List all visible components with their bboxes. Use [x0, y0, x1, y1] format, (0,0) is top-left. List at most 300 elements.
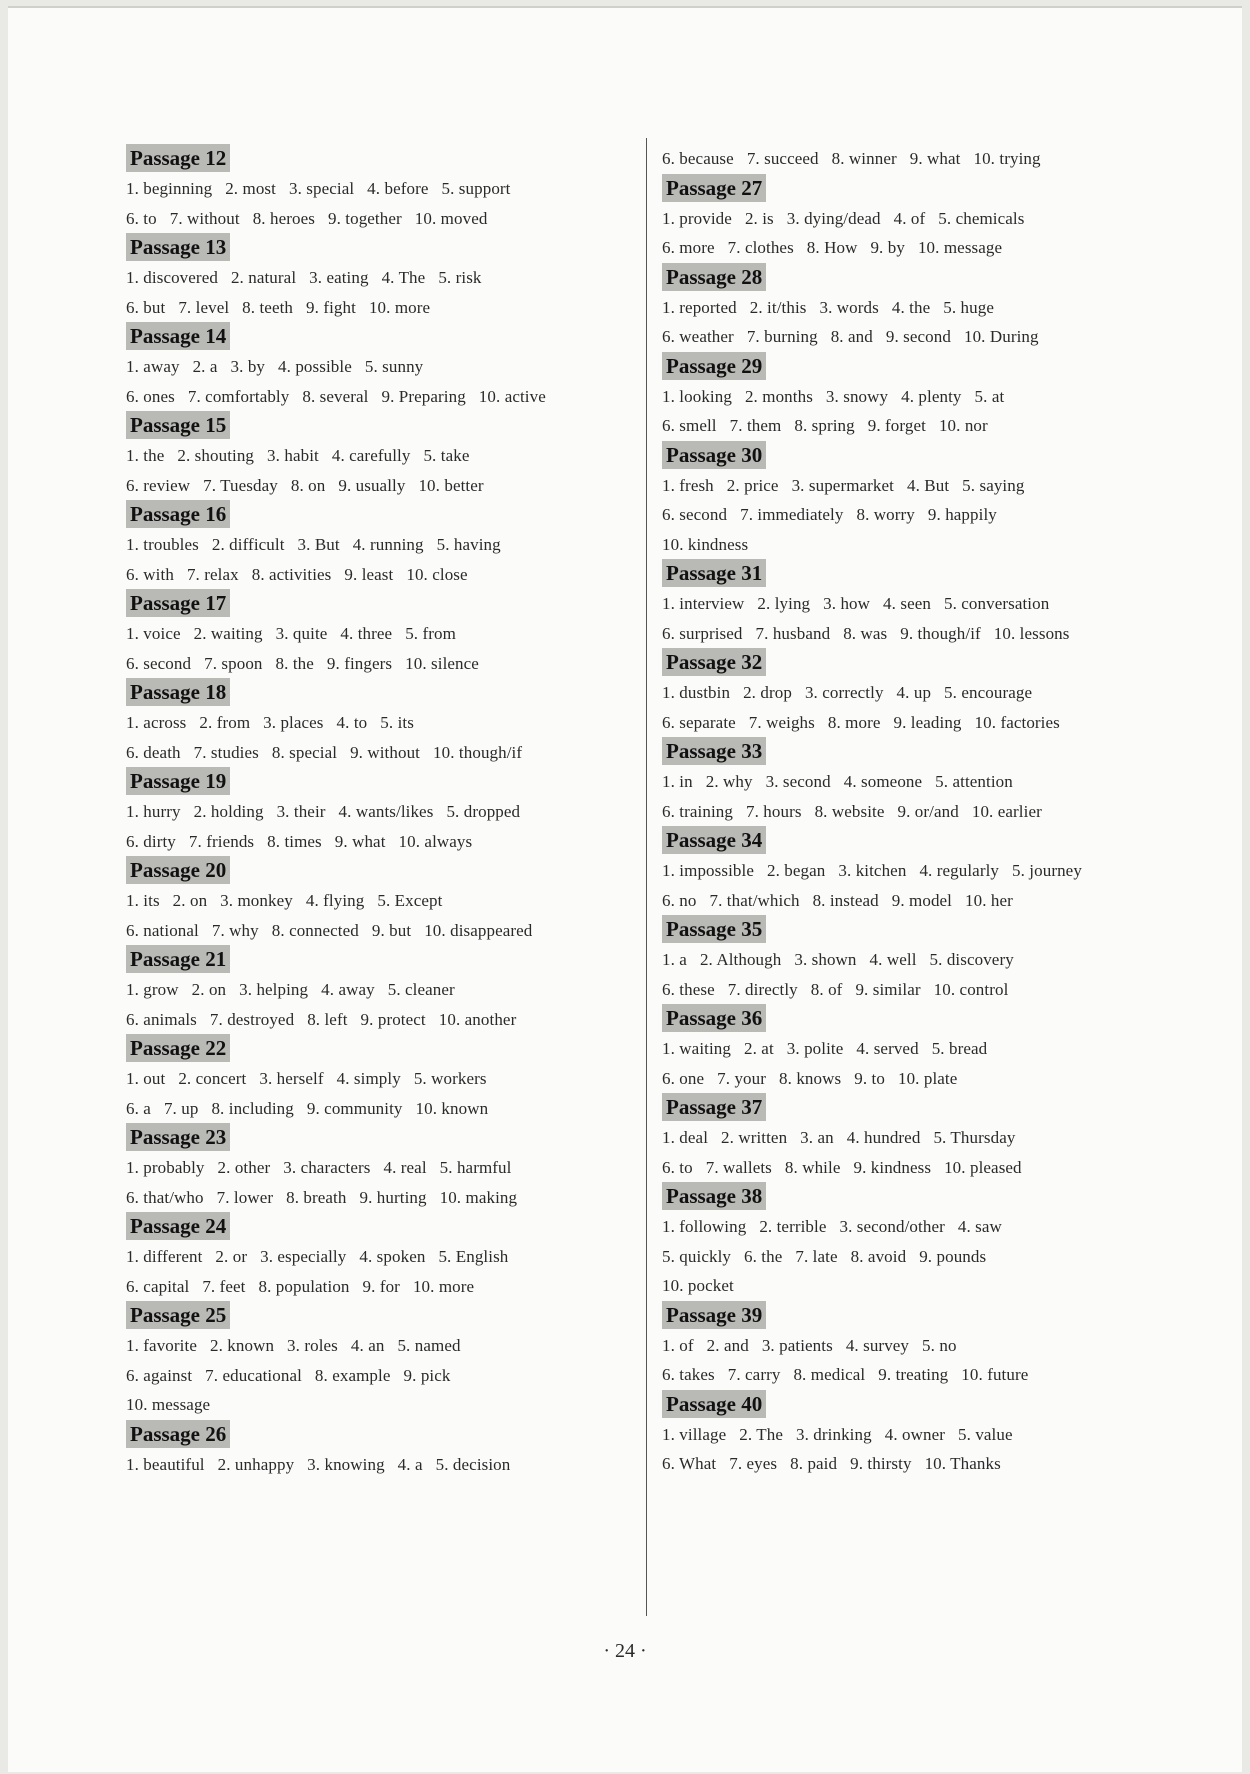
answer-item: 6. animals — [126, 1009, 197, 1029]
answer-item: 5. workers — [413, 1069, 487, 1088]
answer-item: 1. fresh — [662, 475, 714, 495]
left-column — [126, 144, 636, 1479]
answer-item: 6. capital — [126, 1276, 190, 1296]
answer-line — [662, 382, 1172, 412]
passage-block — [126, 1212, 636, 1301]
answer-item: 8. was — [843, 623, 888, 643]
answer-item: 4. plenty — [901, 386, 962, 406]
answer-item: 3. drinking — [796, 1424, 872, 1444]
answer-item: 8. instead — [812, 890, 879, 910]
answer-item: 5. cleaner — [387, 980, 455, 999]
answer-item: 9. happily — [927, 505, 997, 524]
answer-item: 9. but — [371, 920, 412, 940]
answer-item: 4. the — [891, 297, 931, 317]
answer-item: 9. protect — [360, 1009, 426, 1029]
answer-item: 10. Thanks — [924, 1454, 1001, 1473]
answer-item: 7. weighs — [748, 712, 815, 732]
answer-item: 7. directly — [727, 979, 798, 999]
answer-line — [126, 204, 636, 234]
answer-item: 4. hundred — [846, 1128, 921, 1147]
answer-item: 7. your — [717, 1068, 767, 1088]
answer-item: 4. simply — [336, 1069, 401, 1088]
answer-item: 6. second — [126, 653, 192, 673]
answer-item: 5. chemicals — [938, 208, 1025, 228]
answer-item: 9. though/if — [900, 623, 981, 643]
answer-item: 9. pounds — [919, 1246, 987, 1266]
answer-item: 9. thirsty — [850, 1454, 912, 1473]
answer-item: 8. including — [211, 1098, 294, 1118]
answer-item: 10. earlier — [971, 801, 1042, 821]
answer-item: 3. helping — [239, 980, 309, 999]
answer-item: 3. snowy — [825, 386, 889, 406]
answer-item: 10. active — [478, 386, 546, 406]
answer-line — [662, 500, 1172, 530]
answer-item: 9. forget — [867, 416, 926, 435]
answer-item: 4. regularly — [919, 861, 999, 880]
passage-heading: Passage 33 — [662, 737, 766, 765]
answer-item: 3. second — [765, 772, 831, 791]
answer-item: 3. roles — [287, 1336, 338, 1355]
answer-item: 7. level — [178, 297, 230, 317]
answer-item: 1. probably — [126, 1158, 205, 1177]
answer-item: 8. on — [290, 475, 326, 495]
answer-item: 7. feet — [202, 1276, 246, 1296]
answer-item: 9. pick — [403, 1365, 451, 1385]
answer-item: 7. up — [163, 1098, 199, 1118]
passage-block — [662, 1093, 1172, 1182]
answer-item: 6. surprised — [662, 623, 743, 643]
passage-heading: Passage 29 — [662, 352, 766, 380]
passage-block — [662, 648, 1172, 737]
answer-item: 4. carefully — [331, 446, 411, 465]
answer-item: 8. left — [307, 1009, 348, 1029]
passage-block — [126, 1034, 636, 1123]
passage-block — [126, 767, 636, 856]
answer-item: 10. factories — [974, 712, 1060, 732]
answer-item: 7. studies — [193, 742, 259, 762]
passage-block — [126, 1301, 636, 1420]
answer-item: 4. up — [896, 683, 932, 702]
answer-line — [126, 886, 636, 916]
answer-line — [662, 975, 1172, 1005]
answer-item: 6. one — [662, 1068, 705, 1088]
passage-block — [126, 1420, 636, 1480]
answer-item: 1. looking — [662, 386, 732, 406]
answer-item: 9. treating — [878, 1365, 949, 1384]
answer-item: 6. with — [126, 564, 174, 584]
answer-item: 7. eyes — [729, 1454, 778, 1473]
passage-heading: Passage 25 — [126, 1301, 230, 1329]
answer-item: 4. to — [336, 713, 368, 732]
passage-block — [126, 1123, 636, 1212]
answer-item: 4. a — [397, 1454, 423, 1474]
answer-line — [662, 1331, 1172, 1361]
answer-item: 8. winner — [831, 149, 897, 168]
answer-line — [662, 856, 1172, 886]
answer-line — [126, 1183, 636, 1213]
answer-item: 4. real — [383, 1158, 427, 1177]
answer-line — [662, 678, 1172, 708]
answer-item: 9. leading — [893, 712, 962, 732]
page-number: · 24 · — [603, 1640, 647, 1662]
passage-block — [662, 559, 1172, 648]
answer-item: 8. more — [827, 712, 881, 732]
answer-item: 10. disappeared — [424, 920, 533, 940]
answer-item: 2. months — [744, 386, 813, 406]
answer-item: 5. from — [405, 624, 456, 643]
answer-item: 9. together — [327, 208, 402, 228]
passage-heading: Passage 27 — [662, 174, 766, 202]
answer-item: 9. fingers — [326, 653, 393, 673]
answer-item: 4. an — [350, 1336, 385, 1355]
answer-item: 1. following — [662, 1217, 747, 1236]
answer-item: 6. no — [662, 890, 697, 910]
answer-item: 10. kindness — [662, 534, 749, 554]
answer-item: 1. its — [126, 891, 160, 910]
answer-item: 1. discovered — [126, 268, 218, 287]
answer-item: 1. in — [662, 772, 693, 791]
answer-item: 9. to — [854, 1068, 885, 1088]
answer-item: 7. that/which — [709, 890, 800, 910]
answer-item: 10. lessons — [993, 623, 1070, 643]
answer-item: 3. patients — [761, 1335, 833, 1355]
answer-item: 6. smell — [662, 416, 717, 435]
passage-heading: Passage 36 — [662, 1004, 766, 1032]
answer-item: 8. How — [806, 238, 858, 257]
answer-item: 1. the — [126, 446, 165, 465]
answer-item: 3. places — [263, 713, 324, 732]
passage-heading: Passage 30 — [662, 441, 766, 469]
answer-item: 5. English — [438, 1247, 509, 1266]
answer-item: 4. The — [381, 268, 426, 287]
answer-line — [126, 649, 636, 679]
answer-line — [662, 589, 1172, 619]
answer-item: 5. support — [441, 179, 511, 198]
passage-heading: Passage 12 — [126, 144, 230, 172]
passage-block — [662, 737, 1172, 826]
passage-block — [126, 945, 636, 1034]
answer-item: 10. though/if — [433, 742, 523, 762]
answer-item: 3. second/other — [839, 1217, 945, 1236]
answer-item: 1. interview — [662, 594, 745, 613]
answer-item: 5. at — [974, 386, 1005, 406]
passage-block — [662, 352, 1172, 441]
answer-item: 8. of — [810, 979, 843, 999]
answer-line — [126, 1094, 636, 1124]
answer-line — [126, 471, 636, 501]
answer-item: 9. kindness — [853, 1157, 932, 1177]
answer-item: 3. shown — [794, 950, 857, 969]
answer-line — [662, 797, 1172, 827]
answer-item: 3. how — [823, 594, 871, 613]
answer-item: 7. burning — [746, 327, 818, 346]
answer-item: 9. without — [350, 742, 421, 762]
answer-line — [126, 352, 636, 382]
answer-line — [662, 1242, 1172, 1272]
answer-item: 9. similar — [855, 979, 921, 999]
answer-item: 6. because — [662, 149, 734, 168]
passage-heading: Passage 28 — [662, 263, 766, 291]
answer-item: 1. voice — [126, 624, 181, 643]
answer-item: 1. out — [126, 1069, 166, 1088]
answer-item: 3. quite — [275, 624, 328, 643]
answer-item: 4. owner — [884, 1424, 946, 1444]
answer-item: 3. herself — [259, 1069, 324, 1088]
answer-item: 4. of — [893, 208, 926, 228]
passage-heading: Passage 38 — [662, 1182, 766, 1210]
answer-item: 5. named — [397, 1336, 461, 1355]
answer-item: 3. knowing — [307, 1454, 385, 1474]
passage-heading: Passage 17 — [126, 589, 230, 617]
answer-line — [126, 1153, 636, 1183]
answer-line — [662, 293, 1172, 323]
answer-item: 5. sunny — [364, 357, 424, 376]
answer-item: 5. risk — [438, 268, 482, 287]
answer-item: 7. husband — [755, 623, 831, 643]
answer-line — [662, 767, 1172, 797]
answer-item: 10. plate — [897, 1068, 958, 1088]
answer-item: 2. The — [739, 1424, 783, 1444]
answer-item: 7. why — [211, 920, 259, 940]
answer-item: 9. Preparing — [381, 386, 466, 406]
answer-item: 3. supermarket — [791, 475, 894, 495]
answer-item: 5. take — [423, 446, 470, 465]
answer-item: 2. from — [199, 713, 251, 732]
answer-item: 7. carry — [727, 1365, 781, 1384]
answer-item: 2. difficult — [211, 535, 285, 554]
answer-item: 1. waiting — [662, 1039, 731, 1058]
answer-item: 3. kitchen — [838, 861, 907, 880]
passage-block — [662, 263, 1172, 352]
answer-line — [126, 1331, 636, 1361]
answer-item: 2. unhappy — [217, 1454, 295, 1474]
passage-heading: Passage 22 — [126, 1034, 230, 1062]
passage-heading: Passage 31 — [662, 559, 766, 587]
answer-line — [126, 1450, 636, 1480]
answer-item: 2. shouting — [177, 446, 255, 465]
answer-line — [126, 916, 636, 946]
answer-item: 5. quickly — [662, 1246, 731, 1266]
answer-item: 10. trying — [973, 149, 1041, 168]
answer-item: 10. message — [917, 238, 1003, 257]
answer-item: 3. eating — [309, 268, 369, 287]
passage-heading: Passage 14 — [126, 322, 230, 350]
answer-item: 10. always — [398, 831, 473, 851]
answer-item: 8. population — [258, 1276, 350, 1296]
answer-item: 10. pleased — [944, 1157, 1022, 1177]
answer-line — [662, 233, 1172, 263]
answer-line — [662, 945, 1172, 975]
answer-item: 1. across — [126, 713, 187, 732]
answer-item: 3. their — [276, 802, 326, 821]
answer-item: 1. reported — [662, 297, 737, 317]
answer-item: 7. wallets — [705, 1157, 772, 1177]
passage-heading: Passage 21 — [126, 945, 230, 973]
passage-heading: Passage 15 — [126, 411, 230, 439]
answer-item: 8. several — [302, 386, 369, 406]
answer-item: 10. silence — [405, 653, 479, 673]
answer-item: 3. characters — [283, 1158, 371, 1177]
answer-item: 7. spoon — [204, 653, 263, 673]
answer-line — [662, 708, 1172, 738]
answer-item: 5. saying — [962, 475, 1025, 495]
answer-item: 8. teeth — [242, 297, 294, 317]
passage-block — [662, 826, 1172, 915]
answer-line — [126, 441, 636, 471]
answer-item: 4. three — [340, 624, 393, 643]
answer-item: 3. But — [297, 535, 340, 554]
answer-item: 1. troubles — [126, 535, 199, 554]
answer-item: 1. beginning — [126, 179, 213, 198]
answer-item: 10. During — [963, 327, 1039, 346]
passage-heading: Passage 13 — [126, 233, 230, 261]
answer-item: 1. grow — [126, 980, 179, 999]
answer-item: 3. habit — [267, 446, 319, 465]
answer-item: 2. on — [172, 891, 208, 910]
answer-item: 2. other — [217, 1158, 271, 1177]
passage-heading: Passage 16 — [126, 500, 230, 528]
answer-item: 8. medical — [793, 1365, 866, 1384]
answer-item: 6. review — [126, 475, 191, 495]
passage-block — [662, 1390, 1172, 1479]
passage-heading: Passage 39 — [662, 1301, 766, 1329]
answer-line — [662, 1123, 1172, 1153]
answer-line — [662, 144, 1172, 174]
answer-item: 9. community — [306, 1098, 403, 1118]
answer-item: 10. more — [412, 1276, 475, 1296]
answer-item: 3. dying/dead — [786, 208, 881, 228]
passage-heading: Passage 20 — [126, 856, 230, 884]
passage-block — [126, 589, 636, 678]
answer-item: 2. lying — [757, 594, 811, 613]
answer-item: 6. that/who — [126, 1187, 204, 1207]
answer-item: 4. saw — [957, 1217, 1002, 1236]
answer-line — [126, 619, 636, 649]
answer-item: 5. harmful — [439, 1158, 512, 1177]
answer-item: 7. Tuesday — [203, 475, 278, 495]
answer-item: 6. separate — [662, 712, 736, 732]
answer-item: 5. bread — [931, 1039, 988, 1058]
answer-item: 2. written — [721, 1128, 788, 1147]
answer-item: 6. national — [126, 920, 199, 940]
answer-item: 8. breath — [286, 1187, 347, 1207]
answer-item: 3. polite — [786, 1039, 844, 1058]
passage-heading: Passage 35 — [662, 915, 766, 943]
passage-heading: Passage 23 — [126, 1123, 230, 1151]
answer-line — [662, 204, 1172, 234]
answer-item: 8. worry — [856, 505, 915, 524]
answer-item: 9. what — [909, 149, 961, 168]
answer-item: 4. seen — [883, 594, 931, 613]
answer-line — [662, 886, 1172, 916]
answer-item: 10. close — [406, 564, 468, 584]
answer-item: 2. and — [706, 1335, 749, 1355]
answer-line — [662, 1153, 1172, 1183]
answer-item: 10. her — [965, 890, 1013, 910]
passage-block — [126, 856, 636, 945]
answer-item: 1. village — [662, 1424, 727, 1444]
answer-item: 4. But — [907, 475, 950, 495]
answer-item: 4. well — [869, 950, 917, 969]
answer-item: 1. of — [662, 1335, 694, 1355]
answer-item: 2. on — [191, 980, 227, 999]
answer-item: 6. a — [126, 1098, 151, 1118]
answer-item: 4. spoken — [359, 1247, 426, 1266]
answer-item: 10. moved — [414, 208, 488, 228]
answer-item: 7. friends — [188, 831, 255, 851]
answer-line — [662, 322, 1172, 352]
answer-item: 3. by — [230, 357, 266, 376]
answer-item: 6. death — [126, 742, 181, 762]
answer-item: 10. control — [933, 979, 1009, 999]
answer-item: 3. correctly — [804, 683, 884, 702]
passage-block — [662, 1004, 1172, 1093]
answer-item: 6. these — [662, 979, 715, 999]
answer-item: 5. decision — [435, 1454, 511, 1474]
answer-line — [126, 293, 636, 323]
answer-item: 6. to — [662, 1157, 693, 1177]
answer-item: 10. better — [418, 475, 484, 495]
answer-item: 9. by — [870, 238, 905, 257]
answer-item: 9. or/and — [897, 801, 959, 821]
answer-item: 6. more — [662, 238, 715, 257]
answer-item: 9. fight — [306, 297, 356, 317]
answer-line — [662, 1271, 1172, 1301]
answer-item: 9. for — [362, 1276, 400, 1296]
answer-item: 10. making — [439, 1187, 518, 1207]
answer-item: 10. nor — [938, 416, 988, 435]
answer-item: 5. having — [436, 535, 501, 554]
answer-line — [662, 1212, 1172, 1242]
answer-item: 4. wants/likes — [338, 802, 434, 821]
answer-line — [662, 1420, 1172, 1450]
answer-item: 2. is — [744, 208, 774, 228]
answer-item: 4. served — [856, 1039, 919, 1058]
answer-item: 2. most — [225, 179, 276, 198]
answer-item: 7. educational — [205, 1365, 302, 1385]
answer-item: 8. spring — [794, 416, 855, 435]
answer-item: 1. a — [662, 950, 687, 969]
answer-item: 7. clothes — [727, 238, 794, 257]
passage-block — [662, 1182, 1172, 1301]
answer-item: 1. favorite — [126, 1336, 197, 1355]
answer-item: 4. flying — [305, 891, 365, 910]
answer-line — [126, 975, 636, 1005]
answer-item: 5. discovery — [929, 950, 1014, 969]
answer-item: 1. provide — [662, 208, 732, 228]
column-divider — [646, 138, 647, 1616]
answer-item: 6. the — [744, 1246, 783, 1266]
passage-heading: Passage 40 — [662, 1390, 766, 1418]
answer-item: 5. no — [922, 1335, 957, 1355]
answer-item: 2. known — [209, 1336, 275, 1355]
passage-block — [662, 1301, 1172, 1390]
answer-item: 4. before — [367, 179, 429, 198]
answer-item: 9. hurting — [359, 1187, 427, 1207]
answer-item: 10. more — [368, 297, 431, 317]
answer-item: 6. weather — [662, 327, 734, 346]
answer-item: 1. away — [126, 357, 180, 376]
answer-item: 2. Although — [699, 950, 782, 969]
answer-item: 1. impossible — [662, 861, 754, 880]
answer-item: 2. began — [766, 861, 826, 880]
answer-item: 1. beautiful — [126, 1454, 205, 1474]
answer-line — [126, 708, 636, 738]
answer-item: 6. What — [662, 1454, 717, 1473]
answer-line — [126, 560, 636, 590]
answer-item: 5. huge — [943, 297, 994, 317]
answer-item: 4. possible — [278, 357, 352, 376]
